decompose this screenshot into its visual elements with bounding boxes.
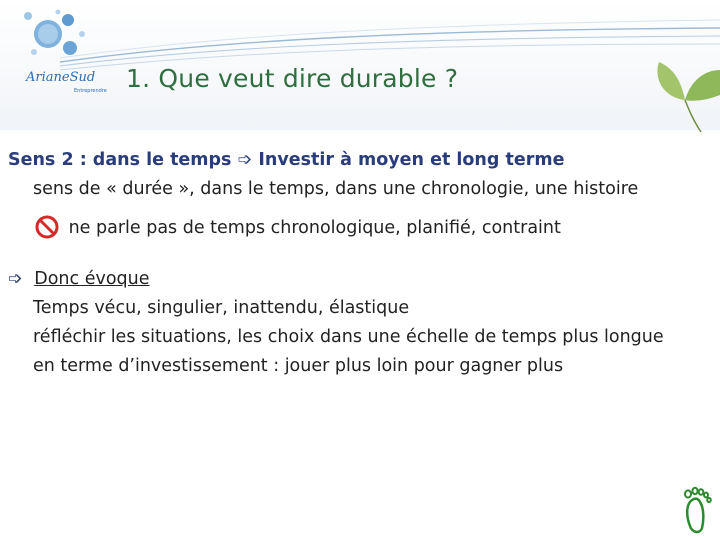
slide-title: 1. Que veut dire durable ?	[126, 64, 459, 93]
bullet-text: sens de « durée », dans le temps, dans une chronologie, une histoire	[33, 179, 639, 199]
logo-tagline: Entreprendre	[74, 88, 107, 94]
bullet-item	[8, 352, 708, 381]
sub-heading-right: Investir à moyen et long terme	[258, 150, 565, 170]
bullet-text: ne parle pas de temps chronologique, planifié, contraint	[68, 218, 561, 238]
bullet-text: Temps vécu, singulier, inattendu, élastique	[33, 298, 410, 318]
bullet-text: en terme d’investissement : jouer plus loin pour gagner plus	[33, 356, 564, 376]
bullet-item	[8, 175, 708, 204]
footprint-icon	[680, 486, 714, 536]
sub-heading-left: Sens 2 : dans le temps	[8, 150, 232, 170]
ginkgo-leaf-decoration	[645, 40, 720, 135]
bullet-item	[8, 323, 708, 352]
bullet-item	[8, 294, 708, 323]
ariane-sud-logo	[12, 8, 112, 103]
bullet-item-prohibited	[8, 214, 708, 243]
slide-content	[8, 146, 708, 381]
arrow-right-icon: ➩	[237, 150, 253, 170]
sub-heading	[8, 146, 708, 175]
prohibited-icon	[35, 215, 59, 239]
arrow-right-icon: ➩	[8, 269, 23, 289]
bullet-text: réfléchir les situations, les choix dans une échelle de temps plus longue	[33, 327, 664, 347]
logo-name: ArianeSud	[26, 70, 96, 85]
donc-label: Donc évoque	[34, 269, 150, 289]
donc-line	[8, 265, 708, 294]
